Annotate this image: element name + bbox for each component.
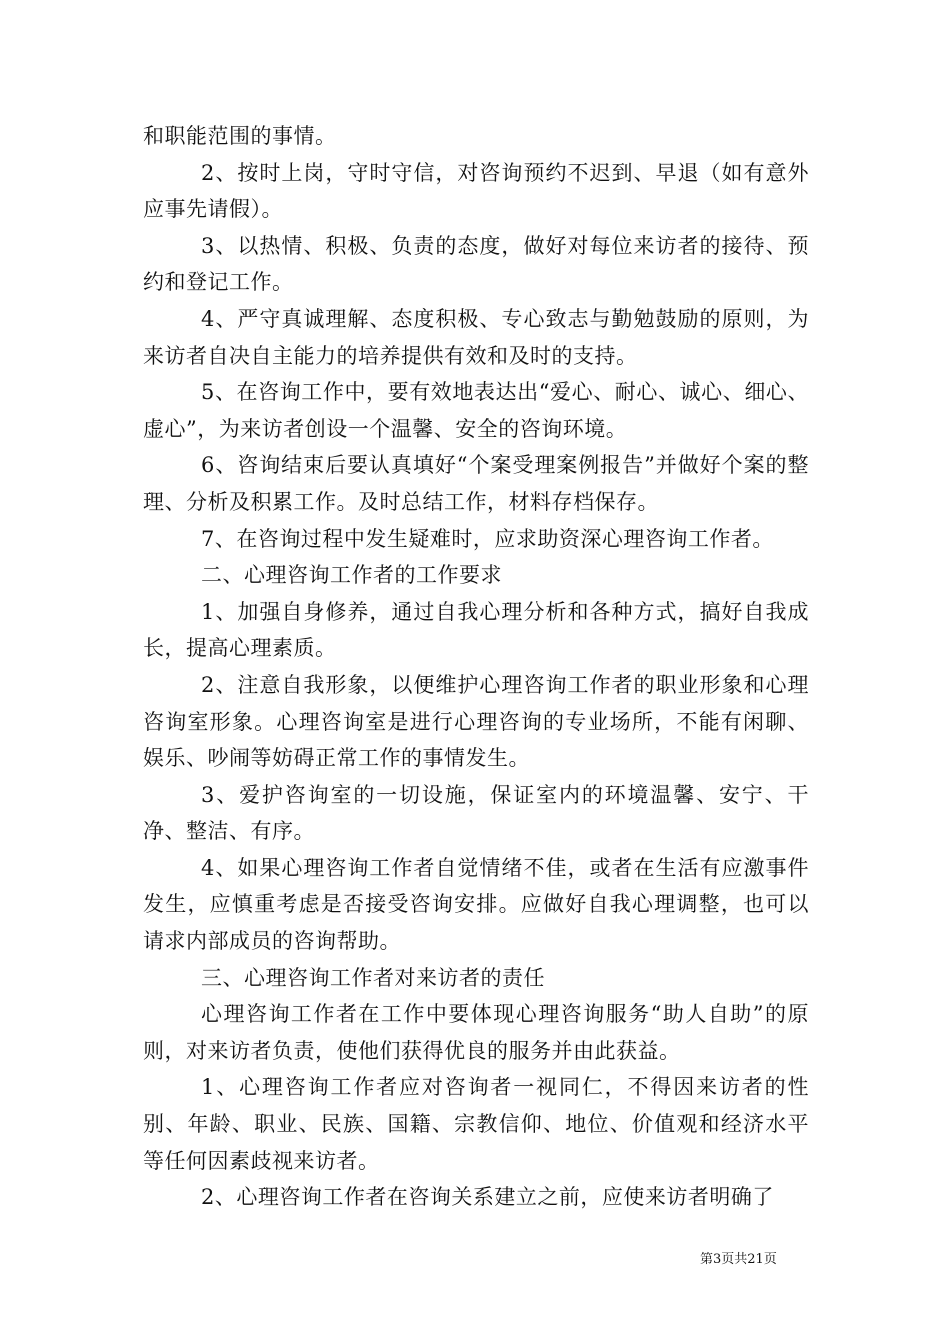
paragraph: 4、如果心理咨询工作者自觉情绪不佳，或者在生活有应激事件发生，应慎重考虑是否接受咨询安排。应做好自我心理调整，也可以请求内部成员的咨询帮助。 xyxy=(143,855,809,954)
paragraph: 7、在咨询过程中发生疑难时，应求助资深心理咨询工作者。 xyxy=(201,526,774,551)
paragraph: 和职能范围的事情。 xyxy=(143,124,337,148)
paragraph: 3、以热情、积极、负责的态度，做好对每位来访者的接待、预约和登记工作。 xyxy=(143,233,809,295)
paragraph: 2、注意自我形象，以便维护心理咨询工作者的职业形象和心理咨询室形象。心理咨询室是进行心理咨询的专业场所，不能有闲聊、娱乐、吵闹等妨碍正常工作的事情发生。 xyxy=(143,672,809,771)
paragraph: 5、在咨询工作中，要有效地表达出“爱心、耐心、诚心、细心、虚心”，为来访者创设一个温馨、安全的咨询环境。 xyxy=(143,380,809,441)
paragraph: 4、严守真诚理解、态度积极、专心致志与勤勉鼓励的原则，为来访者自决自主能力的培养提供有效和及时的支持。 xyxy=(143,306,809,368)
paragraph: 6、咨询结束后要认真填好“个案受理案例报告”并做好个案的整理、分析及积累工作。及时总结工作，材料存档保存。 xyxy=(143,453,809,514)
paragraph: 2、心理咨询工作者在咨询关系建立之前，应使来访者明确了 xyxy=(201,1185,774,1210)
document-body xyxy=(143,118,809,1216)
paragraph: 1、加强自身修养，通过自我心理分析和各种方式，搞好自我成长，提高心理素质。 xyxy=(143,599,809,661)
section-heading: 二、心理咨询工作者的工作要求 xyxy=(201,563,502,588)
paragraph: 3、爱护咨询室的一切设施，保证室内的环境温馨、安宁、干净、整洁、有序。 xyxy=(143,782,809,844)
paragraph: 2、按时上岗，守时守信，对咨询预约不迟到、早退（如有意外应事先请假）。 xyxy=(143,160,809,222)
page-number: 第3页共21页 xyxy=(700,1252,777,1267)
paragraph: 心理咨询工作者在工作中要体现心理咨询服务“助人自助”的原则，对来访者负责，使他们获得优良的服务并由此获益。 xyxy=(143,1002,809,1063)
paragraph: 1、心理咨询工作者应对咨询者一视同仁，不得因来访者的性别、年龄、职业、民族、国籍、宗教信仰、地位、价值观和经济水平等任何因素歧视来访者。 xyxy=(143,1075,809,1173)
section-heading: 三、心理咨询工作者对来访者的责任 xyxy=(201,965,545,990)
